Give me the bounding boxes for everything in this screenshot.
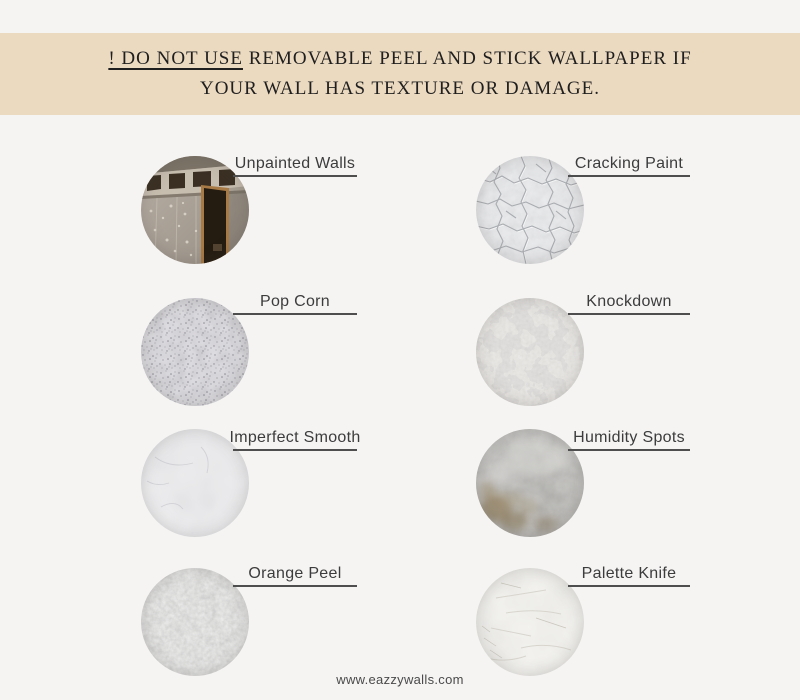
caption-underline	[233, 449, 357, 451]
website-footer	[0, 672, 800, 687]
warning-text-emphasis: ! DO NOT USE	[108, 48, 243, 69]
caption-underline	[568, 313, 690, 315]
warning-text-rest: REMOVABLE PEEL AND STICK WALLPAPER IF YOUR WALL HAS TEXTURE OR DAMAGE.	[199, 48, 692, 99]
website-url: www.eazzywalls.com	[336, 672, 464, 687]
caption-humidity-spots	[568, 427, 690, 451]
caption-label: Imperfect Smooth	[229, 429, 361, 446]
warning-banner	[0, 33, 800, 115]
caption-knockdown	[568, 291, 690, 315]
caption-imperfect-smooth	[229, 427, 361, 451]
caption-palette-knife	[568, 563, 690, 587]
caption-label: Humidity Spots	[573, 429, 685, 446]
caption-pop-corn	[233, 291, 357, 315]
caption-underline	[568, 175, 690, 177]
caption-label: Knockdown	[586, 293, 672, 310]
caption-unpainted-walls	[233, 153, 357, 177]
caption-label: Orange Peel	[248, 565, 342, 582]
caption-label: Palette Knife	[581, 565, 677, 582]
caption-label: Pop Corn	[260, 293, 330, 310]
caption-underline	[568, 449, 690, 451]
caption-underline	[568, 585, 690, 587]
caption-label: Unpainted Walls	[234, 155, 356, 172]
caption-underline	[233, 175, 357, 177]
caption-orange-peel	[233, 563, 357, 587]
caption-label: Cracking Paint	[574, 155, 684, 172]
caption-cracking-paint	[568, 153, 690, 177]
caption-underline	[233, 313, 357, 315]
warning-text	[84, 44, 716, 104]
caption-underline	[233, 585, 357, 587]
